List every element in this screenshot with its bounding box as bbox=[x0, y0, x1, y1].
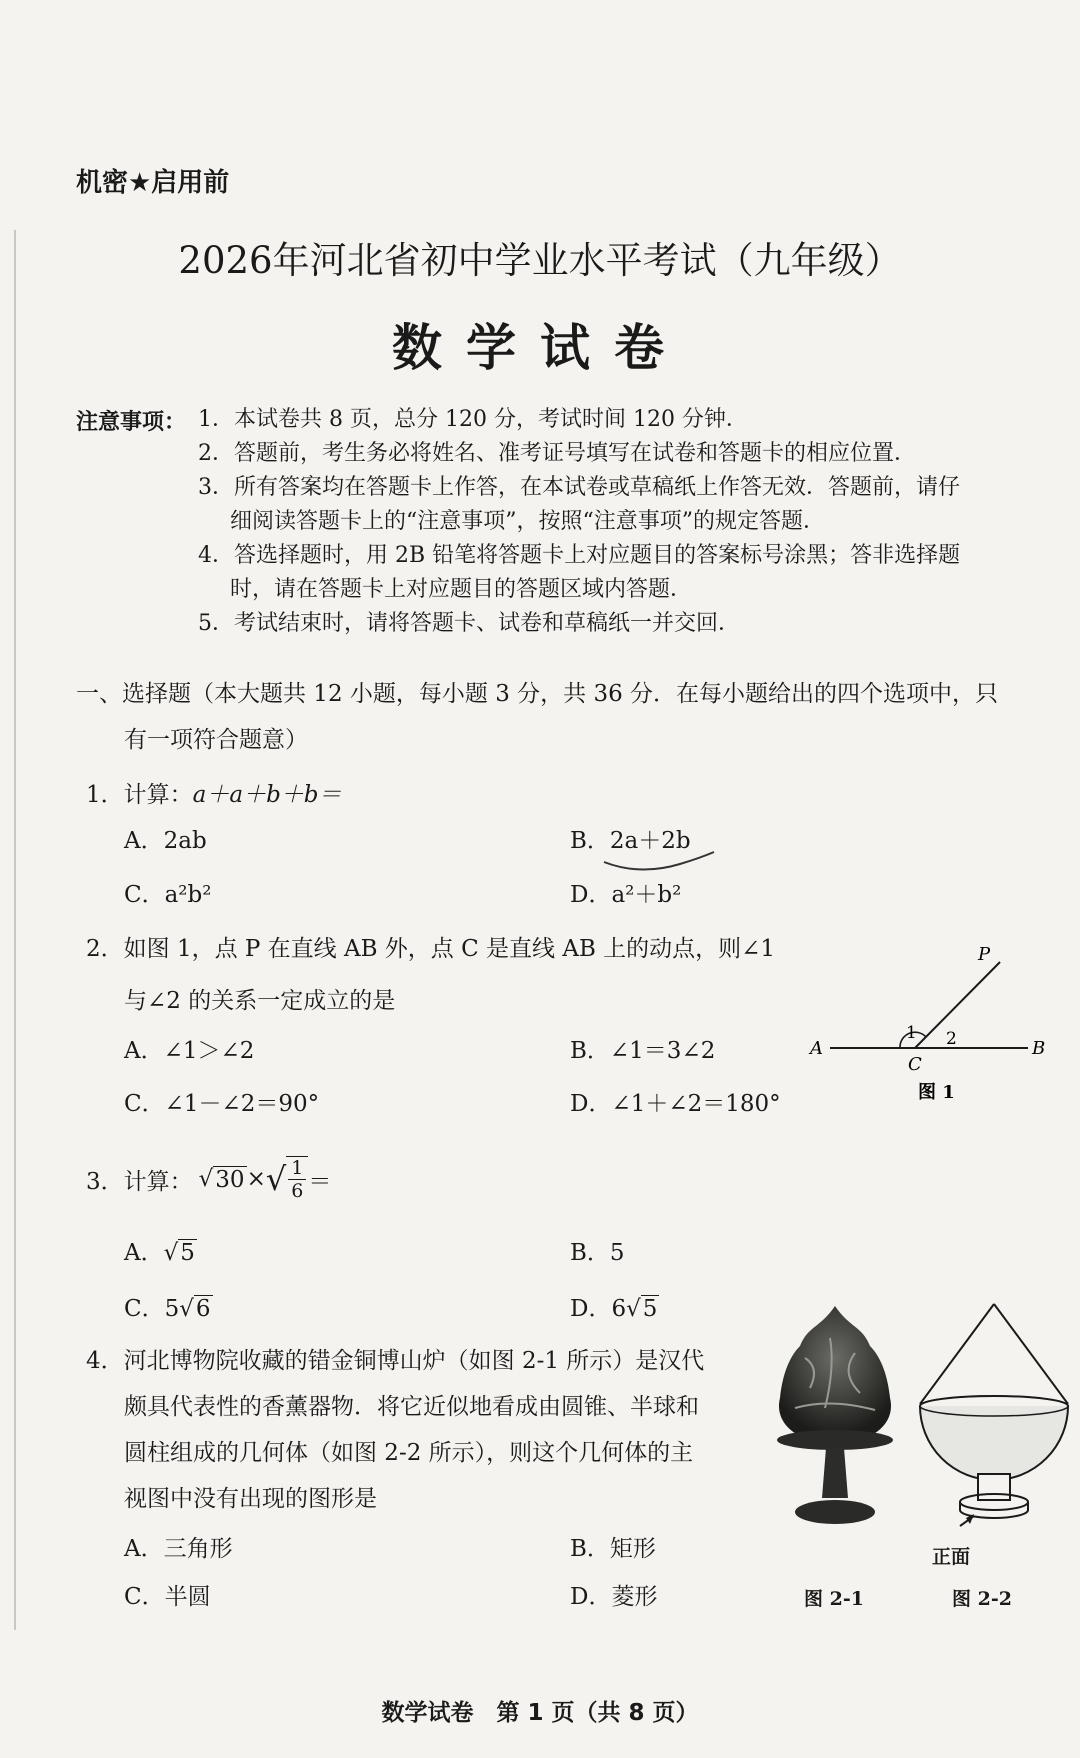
q1-stem bbox=[86, 776, 342, 809]
page-footer: 数学试卷 第 1 页（共 8 页） bbox=[381, 1700, 699, 1726]
front-label: 正面 bbox=[932, 1546, 971, 1568]
q4-stem-line2: 颇具代表性的香薰器物．将它近似地看成由圆锥、半球和 bbox=[124, 1394, 699, 1420]
q1-option-c: C．a²b² bbox=[124, 882, 212, 908]
notice-item: 1．本试卷共 8 页，总分 120 分，考试时间 120 分钟． bbox=[198, 407, 748, 432]
notice-item: 5．考试结束时，请将答题卡、试卷和草稿纸一并交回． bbox=[198, 611, 740, 636]
q3-option-a: A．√5 bbox=[124, 1240, 195, 1266]
notice-item: 2．答题前，考生务必将姓名、准考证号填写在试卷和答题卡的相应位置． bbox=[198, 441, 916, 466]
q3-option-c-radicand: 6 bbox=[195, 1296, 211, 1322]
figure-2-2-solid bbox=[910, 1298, 1078, 1538]
label-angle-2: 2 bbox=[946, 1029, 957, 1049]
label-b: B bbox=[1032, 1038, 1046, 1059]
confidential-mark: 机密★启用前 bbox=[76, 168, 230, 198]
q3-numerator: 1 bbox=[288, 1157, 306, 1180]
notice-item: 4．答选择题时，用 2B 铅笔将答题卡上对应题目的答案标号涂黑；答非选择题 bbox=[198, 543, 961, 568]
q4-stem-line4: 视图中没有出现的图形是 bbox=[124, 1486, 377, 1512]
notice-item: 时，请在答题卡上对应题目的答题区域内答题． bbox=[230, 577, 693, 602]
q4-option-a: A．三角形 bbox=[124, 1536, 233, 1562]
figure-1 bbox=[800, 940, 1070, 1110]
notice-item: 细阅读答题卡上的“注意事项”，按照“注意事项”的规定答题． bbox=[230, 509, 825, 534]
notice-label: 注意事项： bbox=[76, 410, 187, 435]
q2-stem-line1: 2．如图 1，点 P 在直线 AB 外，点 C 是直线 AB 上的动点，则∠1 bbox=[86, 936, 776, 962]
q1-expression: a＋a＋b＋b＝ bbox=[192, 782, 342, 808]
page-margin-line bbox=[14, 230, 16, 1630]
q4-option-b: B．矩形 bbox=[570, 1536, 656, 1562]
q4-stem-line1: 4．河北博物院收藏的错金铜博山炉（如图 2-1 所示）是汉代 bbox=[86, 1348, 705, 1374]
q3-option-a-radicand: 5 bbox=[180, 1240, 195, 1266]
q4-stem-line3: 圆柱组成的几何体（如图 2-2 所示），则这个几何体的主 bbox=[124, 1440, 694, 1466]
q4-option-d: D．菱形 bbox=[570, 1584, 658, 1610]
q3-option-d-radicand: 5 bbox=[642, 1296, 658, 1322]
figure-2-1-caption: 图 2-1 bbox=[804, 1588, 864, 1610]
q3-option-b: B．5 bbox=[570, 1240, 625, 1266]
figure-2-2-caption: 图 2-2 bbox=[952, 1588, 1012, 1610]
q1-option-a: A．2ab bbox=[124, 828, 207, 854]
exam-title: 2026年河北省初中学业水平考试（九年级） bbox=[178, 239, 902, 282]
q3-option-a-label: A． bbox=[124, 1240, 164, 1266]
q3-option-c-label: C．5 bbox=[124, 1296, 180, 1322]
q3-stem-text: 3．计算： bbox=[86, 1168, 193, 1195]
q4-option-c: C．半圆 bbox=[124, 1584, 211, 1610]
q3-radicand-1: 30 bbox=[215, 1166, 245, 1193]
q3-option-c: C．5√6 bbox=[124, 1296, 211, 1322]
figure-2-1-censer-image bbox=[760, 1298, 910, 1538]
q2-option-a: A．∠1＞∠2 bbox=[124, 1038, 255, 1064]
q3-option-d: D．6√5 bbox=[570, 1296, 658, 1322]
section-heading: 一、选择题（本大题共 12 小题，每小题 3 分，共 36 分．在每小题给出的四个选项中，只 bbox=[76, 681, 999, 707]
q3-option-d-label: D．6 bbox=[570, 1296, 627, 1322]
q3-times: × bbox=[246, 1166, 266, 1192]
section-heading-cont: 有一项符合题意） bbox=[124, 727, 308, 753]
label-angle-1: 1 bbox=[906, 1023, 917, 1043]
q1-option-b: B．2a＋2b bbox=[570, 828, 691, 854]
q1-stem-text: 1．计算： bbox=[86, 782, 193, 808]
figure-1-caption: 图 1 bbox=[918, 1082, 955, 1103]
handwritten-underline bbox=[600, 850, 720, 874]
q1-option-d: D．a²＋b² bbox=[570, 882, 682, 908]
line-cp bbox=[915, 962, 1000, 1048]
q3-denominator: 6 bbox=[291, 1180, 304, 1202]
label-c: C bbox=[908, 1054, 922, 1075]
q2-stem-line2: 与∠2 的关系一定成立的是 bbox=[124, 988, 396, 1014]
q2-option-b: B．∠1＝3∠2 bbox=[570, 1038, 716, 1064]
label-a: A bbox=[810, 1038, 823, 1059]
q3-stem: 3．计算： √ 30 × √ $\frac{1}{6}$ ＝ bbox=[86, 1157, 332, 1202]
q3-equals: ＝ bbox=[308, 1168, 332, 1195]
notice-item: 3．所有答案均在答题卡上作答，在本试卷或草稿纸上作答无效．答题前，请仔 bbox=[198, 475, 960, 500]
subject-title: 数学试卷 bbox=[392, 319, 688, 377]
q2-option-d: D．∠1＋∠2＝180° bbox=[570, 1091, 781, 1117]
label-p: P bbox=[978, 944, 991, 965]
q2-option-c: C．∠1－∠2＝90° bbox=[124, 1091, 320, 1117]
